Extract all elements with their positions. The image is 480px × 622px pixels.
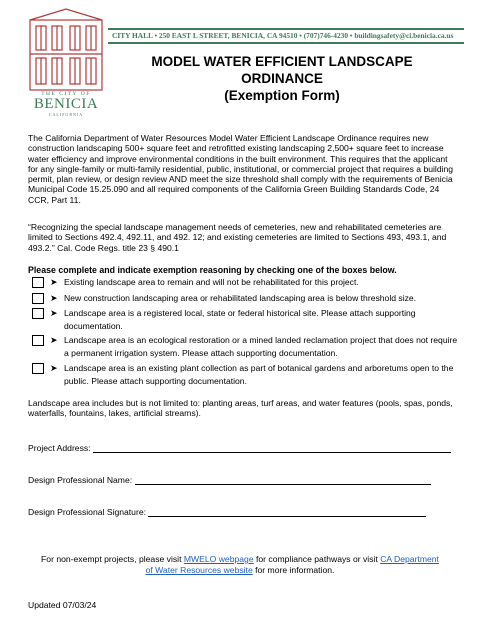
design-professional-name-label: Design Professional Name:	[28, 475, 133, 485]
page-title	[112, 53, 452, 104]
header-rule-bottom	[108, 42, 464, 44]
updated-date: Updated 07/03/24	[28, 600, 97, 610]
header-rule-top	[108, 28, 464, 30]
title-line-3: (Exemption Form)	[224, 88, 340, 103]
landscape-note: Landscape area includes but is not limited to: planting areas, turf areas, and water features (pools, spas, ponds, waterfalls, fountains, lakes, artificial streams).	[28, 398, 453, 419]
mwelo-webpage-link[interactable]: MWELO webpage	[183, 554, 254, 564]
contact-line: CITY HALL • 250 EAST L STREET, BENICIA, CA 94510 • (707)746-4230 • buildingsafety@ci.benicia.ca.us	[112, 31, 454, 40]
exemption-option-label: New construction landscaping area or rehabilitated landscaping area is below threshold size.	[64, 293, 417, 303]
logo-text-top: THE CITY OF	[41, 91, 91, 97]
design-professional-name-field	[28, 475, 431, 485]
exemption-option-label: Landscape area is a registered local, state or federal historical site. Please attach supporting documentation.	[64, 308, 416, 331]
design-professional-name-input[interactable]	[135, 484, 431, 485]
footer-text: For non-exempt projects, please visit	[41, 554, 184, 564]
exemption-checkbox-4[interactable]	[32, 335, 44, 346]
arrow-bullet-icon: ➤	[50, 363, 58, 373]
title-line-2: ORDINANCE	[241, 71, 323, 86]
project-address-field	[28, 443, 451, 453]
arrow-bullet-icon: ➤	[50, 293, 58, 303]
arrow-bullet-icon: ➤	[50, 277, 58, 287]
logo-text-main: BENICIA	[33, 96, 99, 112]
city-logo	[24, 6, 108, 116]
exemption-option-label: Landscape area is an existing plant collection as part of botanical gardens and arboretums open to the public. Please attach supporting documentation.	[64, 363, 454, 386]
intro-paragraph: The California Department of Water Resources Model Water Efficient Landscape Ordinance requires new construction landscaping 500+ square feet and retrofitted existing landscaping 2,500+ square feet to increase water efficiency and improve environmental conditions in the built environment. This requires that the applicant for any single-family or multi-family residential, public, institutional, or commercial project that requires a building permit, plan review, or design review AND meet the size threshold shall comply with the requirements of Benicia Municipal Code 15.25.090 and all required components of the California Green Building Standards Code, 24 CCR, Part 11.	[28, 133, 454, 205]
title-line-1: MODEL WATER EFFICIENT LANDSCAPE	[151, 54, 413, 69]
project-address-input[interactable]	[93, 452, 451, 453]
exemption-checkbox-5[interactable]	[32, 363, 44, 374]
dwr-website-link[interactable]: CA Department of Water Resources website	[145, 554, 439, 575]
footer-text: for compliance pathways or visit	[253, 554, 381, 564]
cemetery-quote: “Recognizing the special landscape management needs of cemeteries, new and rehabilitated cemeteries are limited to Sections 492.4, 492.11, and 492. 12; and existing cemeteries are limited to Sections 493, 493.1, and 493.2.” Cal. Code Regs. title 23 § 490.1	[28, 222, 447, 253]
exemption-option-label: Landscape area is an ecological restoration or a mined landed reclamation project that does not require a permanent irrigation system. Please attach supporting documentation.	[64, 335, 458, 358]
footer-note	[40, 554, 440, 576]
design-professional-signature-field	[28, 507, 426, 517]
exemption-option-label: Existing landscape area to remain and will not be rehabilitated for this project.	[64, 277, 359, 287]
design-professional-signature-label: Design Professional Signature:	[28, 507, 146, 517]
arrow-bullet-icon: ➤	[50, 335, 58, 345]
instruction-text: Please complete and indicate exemption reasoning by checking one of the boxes below.	[28, 265, 397, 275]
arrow-bullet-icon: ➤	[50, 308, 58, 318]
exemption-checkbox-2[interactable]	[32, 293, 44, 304]
project-address-label: Project Address:	[28, 443, 91, 453]
exemption-checkbox-3[interactable]	[32, 308, 44, 319]
exemption-checkbox-1[interactable]	[32, 277, 44, 288]
footer-text: for more information.	[252, 565, 335, 575]
logo-text-sub: CALIFORNIA	[48, 112, 84, 117]
design-professional-signature-input[interactable]	[148, 516, 426, 517]
